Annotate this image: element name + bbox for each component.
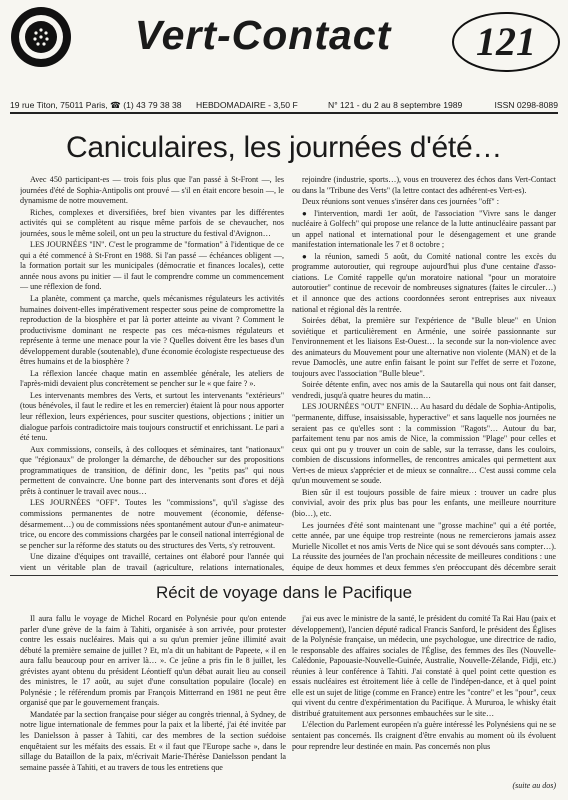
article-paragraph: LES JOURNÉES "OUT" ENFIN… Au hasard du dédale de Sophia-Antipolis, "permanente, diffuse, insaisissable, hyperactive" et sans laquelle nos journées ne seraient pas ce qu'elles sont : la commission "Ragots"… Autour du bar, parfaitement tenu par nos amis de Nice, la commission "Plage" pour celles et ceux qui ont pu y trouver un coin de sable, sur la terrasse, dans les couloirs, combien de discussions informelles, de rencontres amicales qui permettent aux Vert-es de mieux s'apprécier et de mieux se connaître… C'est aussi comme cela qu'un mouvement se soude. (292, 402, 556, 486)
article-paragraph: Deux réunions sont venues s'insérer dans ces journées "off" : (302, 197, 499, 207)
article-paragraph: La planète, comment ça marche, quels mécanismes régulateurs les activités humaines doivent-elles impérativement respecter sous peine de compromettre la reproduction de la biosphère et par là porter atteinte au vivant ? Comment le productivisme dominant ne respecte pas ces méca-nismes régulateurs et représente à terme une menace pour la vie ? Quelles doivent être les bases d'un développement durable (soutenable), d'une économie écologiste respectueuse des êtres humains et de la biosphère ? (20, 294, 284, 367)
article-paragraph: ● l'intervention, mardi 1er août, de l'association "Vivre sans le danger nucléaire à Golfech" qui propose une relance de la lutte antinucléaire passant par un appel national et international pour le désengagement et une grande manifestation internationale les 7 et 8 octobre ; (292, 208, 556, 250)
issue-dates: N° 121 - du 2 au 8 septembre 1989 (328, 100, 463, 110)
article-paragraph: Soirées débat, la première sur l'expérience de "Bulle bleue" en Union soviétique et particulièrement en Arménie, une soirée passionnante sur l'environnement et les liaisons Est-Ouest… la seconde sur la non-violence avec des animateurs du Mouvement pour une alternative non violente (MAN) et de la revue Damoclès, une autre enfin faisant le point sur l'effet de serre et l'ozone, toujours avec l'association "Bulle bleue". (292, 316, 556, 378)
section-divider (10, 575, 558, 576)
sunflower-logo-icon (10, 6, 72, 68)
article-paragraph: La réflexion lancée chaque matin en assemblée générale, les ateliers de l'après-midi devaient plus concrètement se pencher sur le « que faire ? ». (20, 368, 284, 389)
article-paragraph: Bien sûr il est toujours possible de faire mieux : trouver un cadre plus convivial, avoir des prix plus bas pour les enfants, une meilleure nourriture (bio…), etc. (292, 487, 556, 518)
issue-number-badge: 121 (452, 12, 560, 72)
article-paragraph: L'élection du Parlement européen n'a guère intéressé les Polynésiens qui ne se sentaient pas concernés. Ils craignent d'être envahis au moment où ils évoluent pour reprendre leur destinée en main. Pas concernés non plus (292, 720, 556, 751)
article-paragraph: Mandatée par la section française pour siéger au congrès triennal, à Sydney, de notre ligue internationale de femmes pour la paix et la liberté, j'ai été invitée par les Danielsson à passer à Tahiti, car des membres de la section suédoise enquêtaient sur les méfaits des essais. Et « il faut que l'Europe sache », dans le sillage du Bataillon de la paix, m'écrivait Marie-Thérèse Danielsson pendant la semaine passée à Tahiti, et au travers de tous les entretiens que (20, 709, 286, 772)
frequency-price: HEBDOMADAIRE - 3,50 F (196, 100, 298, 110)
second-article-column-1 (20, 614, 286, 794)
issn: ISSN 0298-8089 (494, 100, 558, 110)
article-paragraph: Les journées d'été sont maintenant une "grosse machine" qui a été portée, cette année, par une équipe trop restreinte (nous ne remercierons jamais assez Murielle Nicollet et nos amis Verts de Nice qui se sont dévoués sans compter…). La réussite des journées de l'an prochain nécessite de meilleures conditions : une équipe de deux hommes et deux femmes s'en préoccupant dès décembre serait (292, 520, 556, 571)
article-paragraph: Avec 450 participant-es — trois fois plus que l'an passé à St-Front —, les journées d'été de Sophia-Antipolis ont prouvé — s'il en était encore besoin —, le dynamisme de notre mouvement. (20, 175, 284, 206)
publication-info-bar (10, 98, 558, 114)
article-paragraph: j'ai eus avec le ministre de la santé, le président du comité Ta Rai Hau (paix et développement), l'ancien député radical Francis Sanford, le président des Églises de la Polynésie française, un médecin, une psychologue, une directrice de radio, le responsable des affaires sociales de l'Église, des femmes des îles (Nouvelle-Calédonie, Papouasie-Nouvelle-Guinée, Australie, Nouvelle-Zélande, Fidji, etc.) réunies à leur conférence à Tahiti. J'ai constaté à quel point cette question es essais nucléaires est étroitement liée à celle de l'indépen-dance, et à quel point elle est un sujet de litige (comme en France) entre les "contre" et les "pour", ceux qui vivent du centre d'expérimentation du Pacifique. À Mururoa, le whisky était distribué gratuitement aux personnes embauchées sur le site… (292, 614, 556, 718)
second-article-column-2 (292, 614, 556, 794)
address: 19 rue Titon, 75011 Paris, ☎ (1) 43 79 38 38 (10, 100, 182, 110)
main-article-column-1 (20, 175, 284, 571)
second-article-headline: Récit de voyage dans le Pacifique (155, 583, 413, 602)
article-paragraph: Riches, complexes et diversifiées, bref bien vivantes par les différentes activités qui se complètent au risque même parfois de se chevaucher, nos journées, sous le même soleil, ont un peu la structure du festival d'Avignon… (20, 207, 284, 238)
article-paragraph: Il aura fallu le voyage de Michel Rocard en Polynésie pour qu'on entende parler d'une grève de la faim à Tahiti, organisée à son arrivée, pour protester contre les essais nucléaires. Mais qui a su qu'un premier jeûne illimité avait débuté la première semaine de juillet ? Et, m'a dit un habitant de Papeete, « il en aura fallu beaucoup pour en arriver là… ». Ce jeûne a pris fin le 8 juillet, les grévistes ayant obtenu du président Léontieff qu'un débat aurait lieu au conseil des ministres, le 17 août, au sujet d'une consultation populaire (locale) en Polynésie ; le référendum promis par François Mitterrand en 1981 ne peut être organisé que par le gouvernement français. (20, 614, 286, 708)
continued-note: (suite au dos) (512, 781, 556, 790)
main-headline: Caniculaires, les journées d'été… (65, 131, 503, 164)
article-paragraph: LES JOURNÉES "OFF". Toutes les "commissions", qu'il s'agisse des commissions permanentes de notre mouvement (économie, défense-désarmement…) ou de commissions nées spontanément autour d'un-e animateur-trice, ou encore des commissions chargées par le conseil national interrégional de se pencher sur la réforme des statuts ou des structures des Verts, s'y retrouvent. (20, 498, 284, 550)
article-paragraph: Une dizaine d'équipes ont travaillé, certaines ont élaboré pour l'année qui vient un véritable plan de travail (agriculture, relations internationales, (20, 552, 284, 571)
main-article-column-2 (292, 175, 556, 571)
article-paragraph: Aux commissions, conseils, à des colloques et séminaires, tant "nationaux" que "régionaux" de prolonger la démarche, de déboucher sur des propositions programmatiques de transition, de définir donc, les "petits pas" qui nous permettent de convaincre. Une bonne part des intervenants sont d'ores et déjà prêts à continuer le travail avec nous… (20, 444, 284, 496)
article-paragraph: LES JOURNÉES "IN". C'est le programme de "formation" à l'identique de ce qui a été commencé à St-Front en 1988. Si l'an passé — échéances obligent —, la formation portait sur les municipales (démocratie et finances locales), cette année nous avons pu initier — il faut le comprendre comme un commencement — une réflexion de fond. (20, 240, 284, 292)
article-paragraph: ● la réunion, samedi 5 août, du Comité national contre les excès du programme autoroutier, qui regroupe aujourd'hui plus d'une centaine d'asso-ciations. Le Comité rappelle qu'un moratoire national "pour un moratoire autoroutier" continue de recevoir de nombreuses signatures (faites le circuler…) et il annonce que des actions coordonnées seront entreprises aux niveaux national et régional dès la rentrée. (292, 251, 556, 314)
les-verts-logo (10, 6, 72, 68)
article-paragraph: Soirée détente enfin, avec nos amis de la Sautarella qui nous ont fait danser, vendredi, jusqu'à quatre heures du matin… (292, 380, 556, 400)
article-paragraph: Les intervenants membres des Verts, et surtout les intervenants "extérieurs" (tous bénévoles, il faut le redire et les en remercier) étaient là pour nous apporter leur réflexion, leurs expériences, pour susciter questions, objections ; initier un dialogue parfois contradictoire mais toujours constructif et enrichissant. Le pari a été tenu. (20, 390, 284, 443)
newspaper-title: Vert-Contact (134, 12, 392, 58)
article-paragraph: rejoindre (industrie, sports…), vous en trouverez des échos dans Vert-Contact ou dans la "Tribune des Verts" (la lettre contact des adhérent-es Vert-es). (292, 175, 556, 195)
